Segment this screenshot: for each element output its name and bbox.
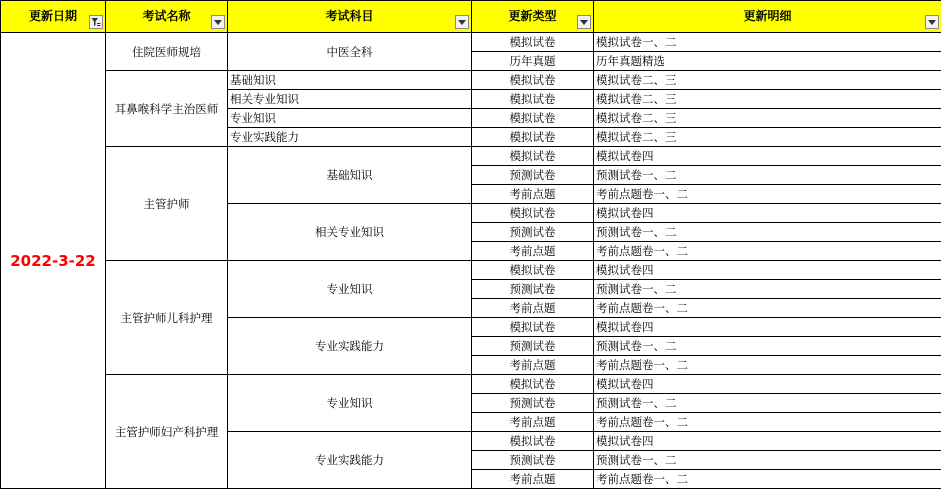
update-detail-cell[interactable]: 预测试卷一、二 [594, 394, 941, 413]
exam-name-cell[interactable]: 主管护师妇产科护理 [106, 375, 228, 489]
update-detail-cell[interactable]: 模拟试卷四 [594, 318, 941, 337]
dropdown-arrow-icon[interactable] [455, 15, 469, 29]
update-detail-cell[interactable]: 模拟试卷四 [594, 261, 941, 280]
update-type-cell[interactable]: 预测试卷 [472, 280, 594, 299]
header-exam-label: 考试名称 [142, 9, 191, 23]
update-type-cell[interactable]: 模拟试卷 [472, 33, 594, 52]
update-type-cell[interactable]: 模拟试卷 [472, 90, 594, 109]
update-detail-cell[interactable]: 预测试卷一、二 [594, 280, 941, 299]
exam-subject-cell[interactable]: 基础知识 [228, 147, 472, 204]
update-detail-cell[interactable]: 考前点题卷一、二 [594, 242, 941, 261]
update-type-cell[interactable]: 预测试卷 [472, 223, 594, 242]
exam-subject-cell[interactable]: 基础知识 [228, 71, 472, 90]
update-detail-cell[interactable]: 模拟试卷二、三 [594, 71, 941, 90]
exam-subject-cell[interactable]: 专业知识 [228, 261, 472, 318]
header-date-label: 更新日期 [28, 9, 77, 23]
update-type-cell[interactable]: 历年真题 [472, 52, 594, 71]
update-type-cell[interactable]: 模拟试卷 [472, 109, 594, 128]
update-detail-cell[interactable]: 模拟试卷四 [594, 204, 941, 223]
update-detail-cell[interactable]: 考前点题卷一、二 [594, 470, 941, 489]
update-type-cell[interactable]: 模拟试卷 [472, 375, 594, 394]
header-date[interactable] [1, 1, 106, 33]
update-type-cell[interactable]: 考前点题 [472, 242, 594, 261]
dropdown-arrow-icon[interactable] [925, 15, 939, 29]
update-detail-cell[interactable]: 模拟试卷二、三 [594, 128, 941, 147]
update-type-cell[interactable]: 模拟试卷 [472, 71, 594, 90]
update-detail-cell[interactable]: 考前点题卷一、二 [594, 413, 941, 432]
update-type-cell[interactable]: 模拟试卷 [472, 432, 594, 451]
exam-subject-cell[interactable]: 专业知识 [228, 109, 472, 128]
update-type-cell[interactable]: 模拟试卷 [472, 147, 594, 166]
update-type-cell[interactable]: 模拟试卷 [472, 261, 594, 280]
update-type-cell[interactable]: 模拟试卷 [472, 128, 594, 147]
exam-name-cell[interactable]: 主管护师 [106, 147, 228, 261]
update-detail-cell[interactable]: 模拟试卷一、二 [594, 33, 941, 52]
filter-active-icon[interactable] [89, 15, 103, 29]
update-detail-cell[interactable]: 考前点题卷一、二 [594, 299, 941, 318]
exam-subject-cell[interactable]: 专业实践能力 [228, 128, 472, 147]
exam-name-cell[interactable]: 住院医师规培 [106, 33, 228, 71]
exam-subject-cell[interactable]: 专业知识 [228, 375, 472, 432]
update-type-cell[interactable]: 预测试卷 [472, 394, 594, 413]
update-type-cell[interactable]: 预测试卷 [472, 337, 594, 356]
table-row [1, 375, 941, 394]
table-row [1, 33, 941, 52]
update-date-cell[interactable]: 2022-3-22 [1, 33, 106, 489]
update-type-cell[interactable]: 预测试卷 [472, 166, 594, 185]
update-type-cell[interactable]: 考前点题 [472, 185, 594, 204]
table-row [1, 147, 941, 166]
update-type-cell[interactable]: 模拟试卷 [472, 204, 594, 223]
header-detail-label: 更新明细 [743, 9, 792, 23]
update-detail-cell[interactable]: 考前点题卷一、二 [594, 185, 941, 204]
update-detail-cell[interactable]: 模拟试卷四 [594, 432, 941, 451]
dropdown-arrow-icon[interactable] [577, 15, 591, 29]
exam-subject-cell[interactable]: 中医全科 [228, 33, 472, 71]
header-row [1, 1, 941, 33]
update-detail-cell[interactable]: 预测试卷一、二 [594, 223, 941, 242]
table-row [1, 71, 941, 90]
header-type-label: 更新类型 [508, 9, 557, 23]
exam-subject-cell[interactable]: 专业实践能力 [228, 318, 472, 375]
update-detail-cell[interactable]: 预测试卷一、二 [594, 451, 941, 470]
update-type-cell[interactable]: 考前点题 [472, 356, 594, 375]
exam-name-cell[interactable]: 耳鼻喉科学主治医师 [106, 71, 228, 147]
header-detail[interactable] [594, 1, 941, 33]
update-type-cell[interactable]: 模拟试卷 [472, 318, 594, 337]
header-exam[interactable] [106, 1, 228, 33]
update-detail-cell[interactable]: 模拟试卷二、三 [594, 90, 941, 109]
exam-subject-cell[interactable]: 专业实践能力 [228, 432, 472, 489]
update-detail-cell[interactable]: 历年真题精选 [594, 52, 941, 71]
update-type-cell[interactable]: 预测试卷 [472, 451, 594, 470]
table-row [1, 261, 941, 280]
exam-name-cell[interactable]: 主管护师儿科护理 [106, 261, 228, 375]
header-type[interactable] [472, 1, 594, 33]
exam-subject-cell[interactable]: 相关专业知识 [228, 204, 472, 261]
update-type-cell[interactable]: 考前点题 [472, 299, 594, 318]
update-type-cell[interactable]: 考前点题 [472, 413, 594, 432]
update-detail-cell[interactable]: 模拟试卷二、三 [594, 109, 941, 128]
update-detail-cell[interactable]: 模拟试卷四 [594, 147, 941, 166]
update-detail-cell[interactable]: 预测试卷一、二 [594, 337, 941, 356]
update-type-cell[interactable]: 考前点题 [472, 470, 594, 489]
dropdown-arrow-icon[interactable] [211, 15, 225, 29]
exam-subject-cell[interactable]: 相关专业知识 [228, 90, 472, 109]
update-detail-cell[interactable]: 预测试卷一、二 [594, 166, 941, 185]
header-subject[interactable] [228, 1, 472, 33]
update-detail-cell[interactable]: 模拟试卷四 [594, 375, 941, 394]
update-detail-cell[interactable]: 考前点题卷一、二 [594, 356, 941, 375]
header-subject-label: 考试科目 [325, 9, 374, 23]
